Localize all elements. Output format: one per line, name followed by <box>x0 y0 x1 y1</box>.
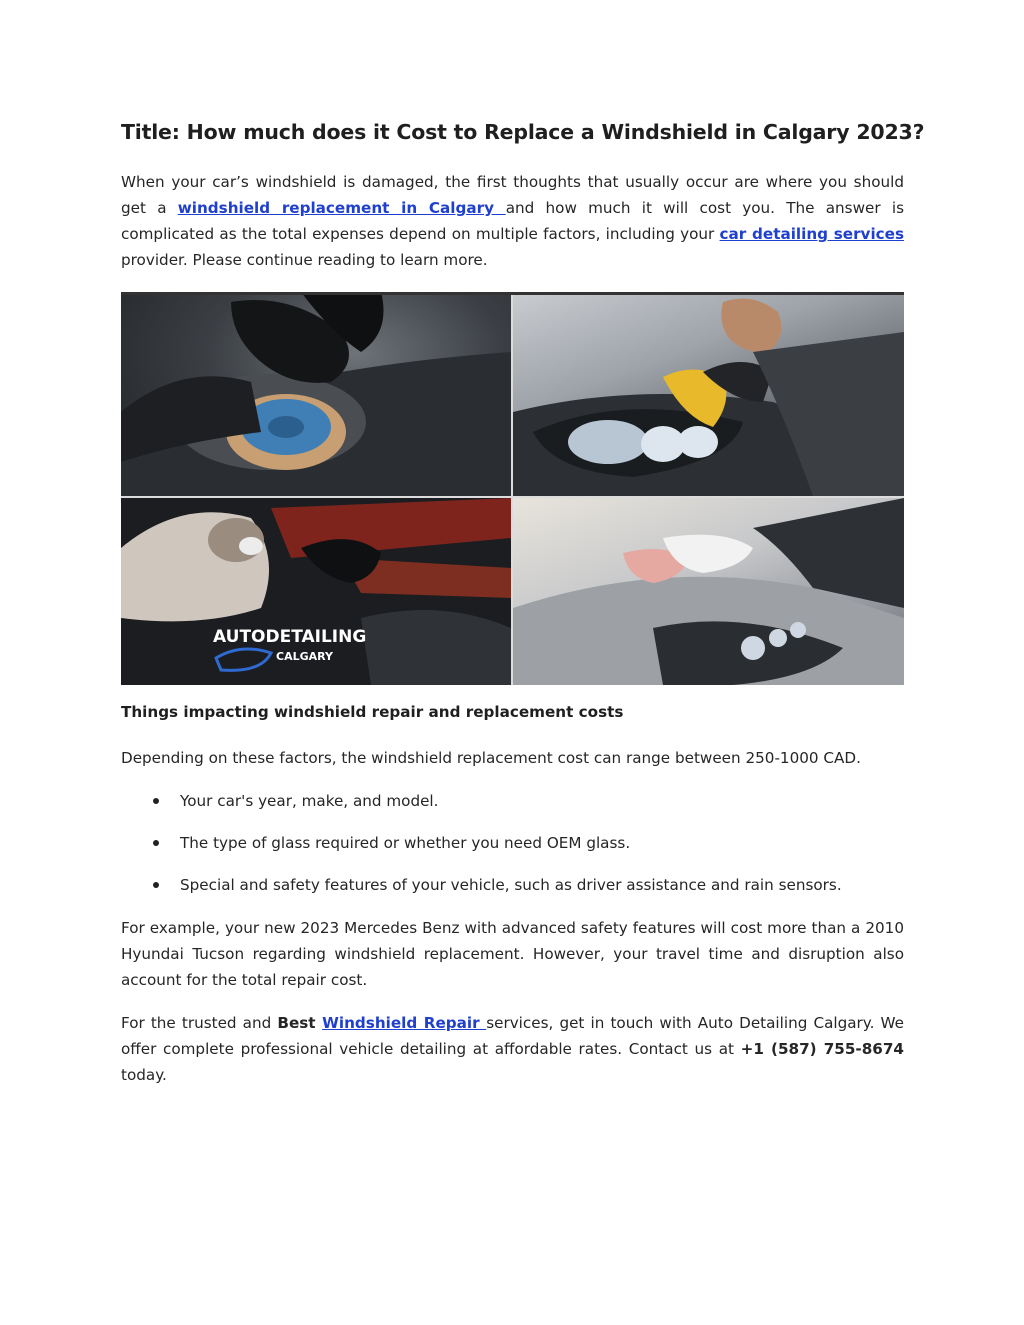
technician-tile <box>121 498 511 685</box>
intro-text-3: provider. Please continue reading to learn more. <box>121 251 488 269</box>
closing-text-2: services, get in touch with Auto Detailing Calgary. We offer complete professional vehicle detailing at affordable rates. Contact us at <box>121 1014 905 1058</box>
collage-top-border <box>121 292 904 295</box>
intro-text-2: and how much it will cost you. The answer is complicated as the total expenses depend on multiple factors, including your <box>121 199 904 243</box>
bullet-icon <box>153 798 159 804</box>
closing-text-3: today. <box>121 1066 167 1084</box>
section-heading: Things impacting windshield repair and replacement costs <box>121 703 624 721</box>
list-item-text: The type of glass required or whether you need OEM glass. <box>180 834 631 852</box>
list-item <box>121 788 904 830</box>
factors-list <box>121 788 904 914</box>
cloth-illustration <box>513 498 904 685</box>
list-item <box>121 872 904 914</box>
list-item <box>121 830 904 872</box>
cloth-polish-tile <box>513 498 904 685</box>
logo-text-line1: AUTODETAILING <box>213 627 367 647</box>
wiping-illustration <box>513 292 904 496</box>
closing-text-1: For the trusted and <box>121 1014 278 1032</box>
best-bold-text: Best <box>277 1014 323 1032</box>
logo-text-line2: CALGARY <box>276 650 333 663</box>
cost-range-paragraph: Depending on these factors, the windshield replacement cost can range between 250-1000 CAD. <box>121 749 861 767</box>
technician-illustration <box>121 498 511 685</box>
windshield-replacement-link[interactable]: windshield replacement in Calgary <box>177 199 506 217</box>
bullet-icon <box>153 840 159 846</box>
polishing-tile <box>121 292 511 496</box>
list-item-text: Special and safety features of your vehicle, such as driver assistance and rain sensors. <box>180 876 842 894</box>
intro-paragraph <box>121 169 904 273</box>
list-item-text: Your car's year, make, and model. <box>180 792 439 810</box>
wiping-car-tile <box>513 292 904 496</box>
bullet-icon <box>153 882 159 888</box>
closing-paragraph <box>121 1010 904 1088</box>
car-detailing-services-link[interactable]: car detailing services <box>719 225 905 243</box>
car-detailing-collage-image <box>121 292 904 685</box>
polisher-illustration <box>121 292 511 496</box>
page-title: Title: How much does it Cost to Replace a Windshield in Calgary 2023? <box>121 120 925 144</box>
phone-number: +1 (587) 755-8674 <box>740 1040 904 1058</box>
windshield-repair-link[interactable]: Windshield Repair <box>322 1014 487 1032</box>
intro-text-1: When your car’s windshield is damaged, the first thoughts that usually occur are where you should get a <box>121 173 904 217</box>
example-paragraph: For example, your new 2023 Mercedes Benz with advanced safety features will cost more than a 2010 Hyundai Tucson regarding windshield replacement. However, your travel time and disruption also account for the total repair cost. <box>121 919 904 989</box>
